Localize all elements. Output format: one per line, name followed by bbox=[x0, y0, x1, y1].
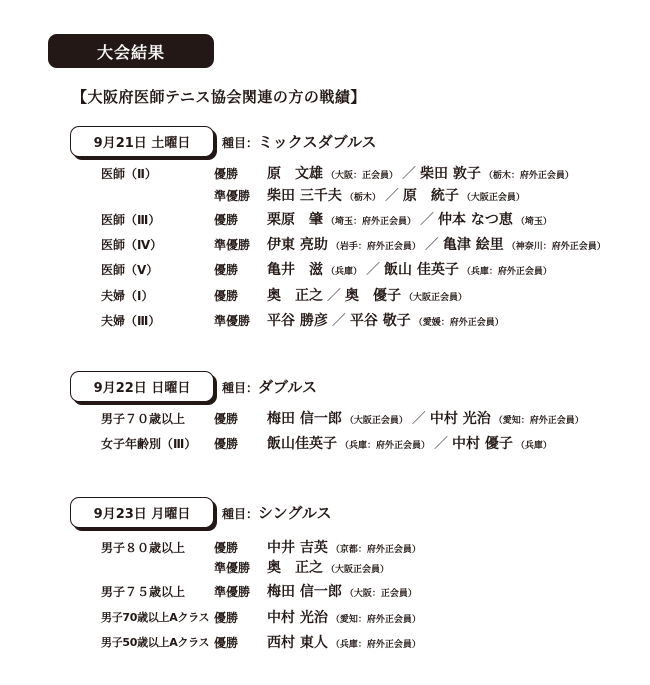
event-label: 種目： bbox=[222, 136, 259, 150]
result-row bbox=[0, 233, 650, 255]
player-1-affiliation: （大阪：正会員） bbox=[326, 171, 399, 181]
event-name: ミックスダブルス bbox=[258, 133, 377, 151]
category: 男子７５歳以上 bbox=[101, 584, 186, 599]
player-1-name: 中井 吉英 bbox=[267, 540, 328, 556]
category: 医師（Ⅳ） bbox=[101, 237, 163, 252]
players bbox=[267, 185, 525, 205]
result-row bbox=[0, 258, 650, 280]
players bbox=[267, 408, 584, 428]
player-1-affiliation: （愛知：府外正会員） bbox=[330, 615, 421, 625]
player-2-affiliation: （神奈川：府外正会員） bbox=[506, 242, 606, 252]
result: 優勝 bbox=[214, 262, 239, 277]
section-event-1 bbox=[222, 131, 377, 152]
player-1-name: 奥 正之 bbox=[267, 288, 323, 304]
result-row bbox=[0, 407, 650, 429]
subtitle: 【大阪府医師テニス協会関連の方の戦績】 bbox=[72, 88, 366, 106]
result: 優勝 bbox=[214, 411, 239, 426]
result-row bbox=[0, 556, 650, 578]
player-2-name: 中村 光治 bbox=[429, 411, 491, 427]
player-1-affiliation: （埼玉：府外正会員） bbox=[326, 217, 417, 227]
result-row bbox=[0, 580, 650, 602]
player-2-affiliation: （愛知：府外正会員） bbox=[493, 416, 584, 426]
players bbox=[267, 632, 421, 652]
pair-separator: ／ bbox=[331, 313, 346, 329]
result-row bbox=[0, 536, 650, 558]
result: 準優勝 bbox=[214, 188, 251, 203]
category: 医師（Ⅴ） bbox=[101, 262, 159, 277]
header-title: 大会結果 bbox=[48, 34, 214, 68]
category: 男子７０歳以上 bbox=[101, 411, 186, 426]
category: 男子70歳以上Aクラス bbox=[101, 611, 210, 624]
players bbox=[267, 234, 606, 254]
players bbox=[267, 310, 504, 330]
result: 優勝 bbox=[214, 212, 239, 227]
player-1-name: 中村 光治 bbox=[267, 610, 328, 626]
result-row bbox=[0, 432, 650, 454]
category: 女子年齢別（Ⅲ） bbox=[101, 436, 197, 451]
player-1-affiliation: （岩手：府外正会員） bbox=[330, 242, 421, 252]
players bbox=[267, 557, 389, 577]
player-1-name: 飯山佳英子 bbox=[267, 436, 337, 452]
result-row bbox=[0, 162, 650, 184]
players bbox=[267, 285, 467, 305]
result: 準優勝 bbox=[214, 560, 251, 575]
category: 男子50歳以上Aクラス bbox=[101, 636, 210, 649]
players bbox=[267, 607, 421, 627]
player-2-affiliation: （大阪正会員） bbox=[461, 193, 525, 203]
category: 夫婦（Ⅲ） bbox=[101, 313, 161, 328]
result: 準優勝 bbox=[214, 584, 251, 599]
player-1-name: 平谷 勝彦 bbox=[267, 313, 328, 329]
player-2-name: 奥 優子 bbox=[345, 288, 401, 304]
player-1-affiliation: （大阪正会員） bbox=[326, 565, 390, 575]
player-2-name: 中村 優子 bbox=[452, 436, 513, 452]
pair-separator: ／ bbox=[384, 188, 399, 204]
player-2-name: 柴田 敦子 bbox=[420, 166, 481, 182]
result: 優勝 bbox=[214, 610, 239, 625]
result: 優勝 bbox=[214, 540, 239, 555]
event-label: 種目： bbox=[222, 507, 259, 521]
result: 優勝 bbox=[214, 288, 239, 303]
result-row bbox=[0, 631, 650, 653]
pair-separator: ／ bbox=[402, 166, 417, 182]
player-2-name: 飯山 佳英子 bbox=[384, 262, 459, 278]
event-label: 種目： bbox=[222, 381, 259, 395]
player-2-affiliation: （兵庫：府外正会員） bbox=[461, 267, 552, 277]
pair-separator: ／ bbox=[424, 237, 439, 253]
player-1-name: 奥 正之 bbox=[267, 560, 323, 576]
player-2-affiliation: （栃木：府外正会員） bbox=[483, 171, 574, 181]
player-1-name: 西村 東人 bbox=[267, 635, 328, 651]
result: 準優勝 bbox=[214, 313, 251, 328]
section-date-1: 9月21日 土曜日 bbox=[70, 126, 214, 157]
player-1-affiliation: （兵庫：府外正会員） bbox=[330, 640, 421, 650]
player-1-name: 伊東 亮助 bbox=[267, 237, 328, 253]
result: 優勝 bbox=[214, 166, 239, 181]
player-1-name: 梅田 信一郎 bbox=[267, 411, 342, 427]
players bbox=[267, 537, 421, 557]
player-2-affiliation: （兵庫） bbox=[515, 441, 552, 451]
section-event-3 bbox=[222, 502, 331, 523]
category: 男子８０歳以上 bbox=[101, 540, 186, 555]
event-name: ダブルス bbox=[258, 378, 317, 396]
players bbox=[267, 209, 552, 229]
player-2-affiliation: （埼玉） bbox=[515, 217, 552, 227]
result-row bbox=[0, 184, 650, 206]
player-2-name: 亀津 絵里 bbox=[442, 237, 504, 253]
player-2-name: 仲本 なつ恵 bbox=[438, 212, 513, 228]
pair-separator: ／ bbox=[434, 436, 449, 452]
players bbox=[267, 433, 552, 453]
result: 準優勝 bbox=[214, 237, 251, 252]
player-1-affiliation: （大阪：正会員） bbox=[344, 589, 417, 599]
result-row bbox=[0, 309, 650, 331]
result-row bbox=[0, 208, 650, 230]
player-1-affiliation: （京都：府外正会員） bbox=[330, 545, 421, 555]
player-2-name: 平谷 敬子 bbox=[349, 313, 411, 329]
section-date-3: 9月23日 月曜日 bbox=[70, 497, 214, 528]
player-1-affiliation: （兵庫） bbox=[326, 267, 363, 277]
player-1-affiliation: （兵庫：府外正会員） bbox=[340, 441, 431, 451]
player-1-name: 栗原 肇 bbox=[267, 212, 323, 228]
players bbox=[267, 581, 417, 601]
pair-separator: ／ bbox=[327, 288, 341, 304]
pair-separator: ／ bbox=[411, 411, 426, 427]
pair-separator: ／ bbox=[366, 262, 381, 278]
result-row bbox=[0, 606, 650, 628]
category: 夫婦（Ⅰ） bbox=[101, 288, 154, 303]
section-date-2: 9月22日 日曜日 bbox=[70, 371, 214, 402]
player-2-affiliation: （愛媛：府外正会員） bbox=[413, 318, 504, 328]
result-row bbox=[0, 284, 650, 306]
players bbox=[267, 163, 574, 183]
player-1-affiliation: （大阪正会員） bbox=[344, 416, 408, 426]
category: 医師（Ⅲ） bbox=[101, 212, 161, 227]
player-1-name: 柴田 三千夫 bbox=[267, 188, 342, 204]
section-event-2 bbox=[222, 376, 317, 397]
pair-separator: ／ bbox=[420, 212, 435, 228]
players bbox=[267, 259, 552, 279]
result: 優勝 bbox=[214, 635, 239, 650]
player-1-name: 原 文雄 bbox=[267, 166, 323, 182]
player-2-name: 原 統子 bbox=[402, 188, 459, 204]
category: 医師（Ⅱ） bbox=[101, 166, 157, 181]
result: 優勝 bbox=[214, 436, 239, 451]
player-1-name: 亀井 滋 bbox=[267, 262, 323, 278]
player-2-affiliation: （大阪正会員） bbox=[404, 293, 468, 303]
player-1-name: 梅田 信一郎 bbox=[267, 584, 342, 600]
event-name: シングルス bbox=[258, 504, 332, 522]
player-1-affiliation: （栃木） bbox=[344, 193, 381, 203]
